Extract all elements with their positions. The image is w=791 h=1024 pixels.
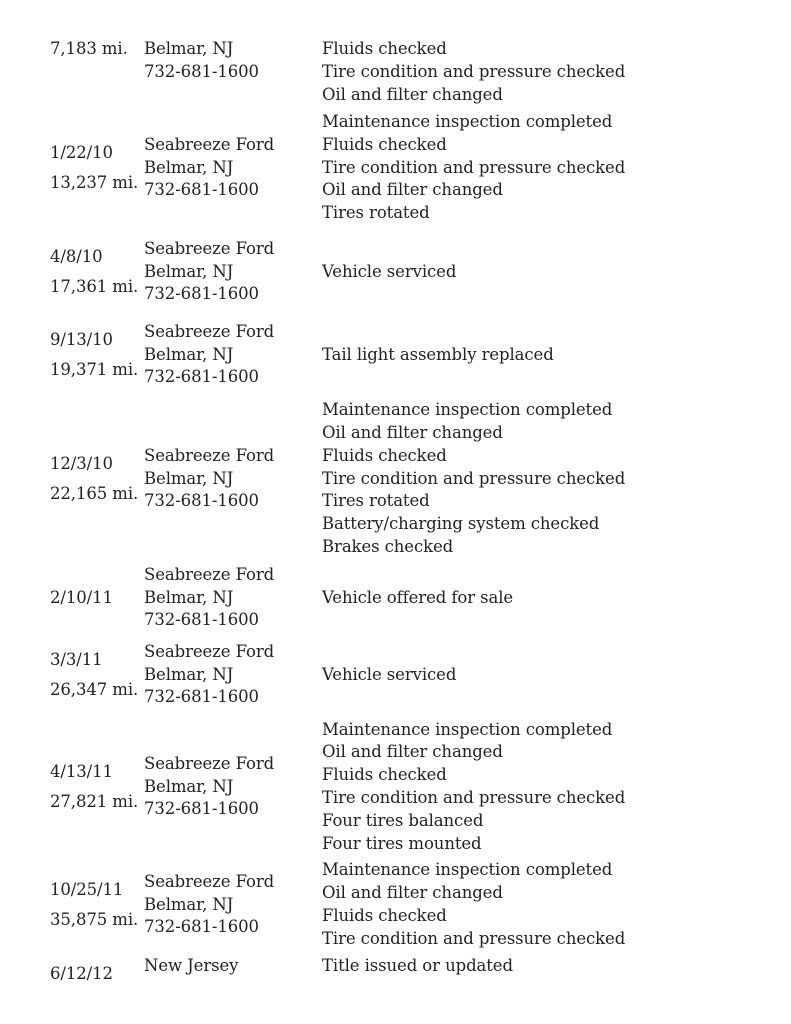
record-mileage: 22,165 mi. — [50, 484, 139, 503]
date-mileage-column — [50, 38, 140, 108]
source-name: Seabreeze Ford — [144, 321, 275, 341]
record-mileage: 35,875 mi. — [50, 910, 139, 929]
detail-line: Fluids checked — [322, 765, 447, 785]
source-column — [144, 717, 319, 857]
source-column — [144, 236, 319, 308]
source-location: Belmar, NJ — [144, 776, 234, 796]
detail-line: Tire condition and pressure checked — [322, 928, 626, 948]
details-column — [322, 398, 782, 560]
source-name: Seabreeze Ford — [144, 134, 275, 154]
source-name: Seabreeze Ford — [144, 753, 275, 773]
source-column — [144, 110, 319, 226]
record-mileage: 7,183 mi. — [50, 39, 128, 58]
date-mileage-column — [50, 717, 140, 857]
source-location: New Jersey — [144, 956, 239, 975]
source-name: Seabreeze Ford — [144, 445, 275, 465]
history-record — [0, 319, 791, 391]
record-date: 4/8/10 — [50, 247, 103, 266]
details-column — [322, 858, 782, 952]
detail-line: Battery/charging system checked — [322, 514, 600, 534]
source-location: Belmar, NJ — [144, 894, 234, 914]
record-mileage: 27,821 mi. — [50, 792, 139, 811]
record-date: 3/3/11 — [50, 650, 103, 669]
source-phone: 732-681-1600 — [144, 491, 259, 511]
detail-line: Tire condition and pressure checked — [322, 468, 626, 488]
record-mileage: 19,371 mi. — [50, 360, 139, 379]
date-mileage-column — [50, 236, 140, 308]
details-column — [322, 38, 782, 108]
source-location: Belmar, NJ — [144, 664, 234, 684]
source-column — [144, 562, 319, 634]
record-date: 6/12/12 — [50, 964, 113, 983]
date-mileage-column — [50, 110, 140, 226]
details-column — [322, 562, 782, 634]
detail-line: Tire condition and pressure checked — [322, 61, 626, 81]
details-column — [322, 110, 782, 226]
date-mileage-column — [50, 319, 140, 391]
detail-line: Brakes checked — [322, 536, 454, 556]
history-record — [0, 38, 791, 108]
detail-line: Maintenance inspection completed — [322, 112, 613, 131]
detail-line: Fluids checked — [322, 39, 447, 58]
source-phone: 732-681-1600 — [144, 687, 259, 707]
detail-line: Fluids checked — [322, 906, 447, 925]
source-name: Seabreeze Ford — [144, 564, 275, 584]
record-date: 12/3/10 — [50, 454, 113, 473]
record-mileage: 17,361 mi. — [50, 277, 139, 296]
source-name: Seabreeze Ford — [144, 871, 275, 891]
detail-line: Maintenance inspection completed — [322, 400, 613, 420]
source-location: Belmar, NJ — [144, 39, 234, 58]
record-date: 4/13/11 — [50, 762, 113, 781]
detail-line: Tire condition and pressure checked — [322, 157, 626, 177]
date-mileage-column — [50, 562, 140, 634]
details-column — [322, 319, 782, 391]
source-column — [144, 955, 319, 985]
source-column — [144, 858, 319, 952]
detail-line: Title issued or updated — [322, 956, 513, 975]
detail-line: Vehicle offered for sale — [322, 587, 514, 607]
detail-line: Four tires mounted — [322, 833, 482, 853]
record-mileage: 13,237 mi. — [50, 173, 139, 192]
source-location: Belmar, NJ — [144, 468, 234, 488]
detail-line: Tires rotated — [322, 203, 430, 223]
record-date: 2/10/11 — [50, 588, 113, 607]
detail-line: Oil and filter changed — [322, 742, 503, 762]
detail-line: Tires rotated — [322, 491, 430, 511]
detail-line: Fluids checked — [322, 134, 447, 154]
details-column — [322, 955, 782, 985]
source-column — [144, 319, 319, 391]
source-phone: 732-681-1600 — [144, 61, 259, 81]
detail-line: Tail light assembly replaced — [322, 344, 554, 364]
detail-line: Fluids checked — [322, 445, 447, 465]
history-record — [0, 955, 791, 985]
detail-line: Maintenance inspection completed — [322, 719, 613, 739]
record-date: 10/25/11 — [50, 880, 124, 899]
date-mileage-column — [50, 955, 140, 985]
source-location: Belmar, NJ — [144, 344, 234, 364]
detail-line: Vehicle serviced — [322, 261, 457, 281]
record-date: 9/13/10 — [50, 330, 113, 349]
date-mileage-column — [50, 858, 140, 952]
history-record — [0, 638, 791, 712]
record-mileage: 26,347 mi. — [50, 680, 139, 699]
source-phone: 732-681-1600 — [144, 610, 259, 630]
source-location: Belmar, NJ — [144, 587, 234, 607]
detail-line: Tire condition and pressure checked — [322, 788, 626, 807]
details-column — [322, 236, 782, 308]
source-location: Belmar, NJ — [144, 261, 234, 281]
history-record — [0, 717, 791, 857]
record-date: 1/22/10 — [50, 143, 113, 162]
source-phone: 732-681-1600 — [144, 284, 259, 304]
source-phone: 732-681-1600 — [144, 180, 259, 200]
source-phone: 732-681-1600 — [144, 917, 259, 937]
detail-line: Oil and filter changed — [322, 883, 503, 903]
history-record — [0, 110, 791, 226]
detail-line: Oil and filter changed — [322, 423, 503, 442]
detail-line: Four tires balanced — [322, 810, 484, 830]
detail-line: Oil and filter changed — [322, 180, 503, 200]
history-record — [0, 398, 791, 560]
source-column — [144, 38, 319, 108]
source-phone: 732-681-1600 — [144, 799, 259, 819]
history-record — [0, 236, 791, 308]
source-column — [144, 638, 319, 712]
source-name: Seabreeze Ford — [144, 238, 275, 258]
date-mileage-column — [50, 638, 140, 712]
source-column — [144, 398, 319, 560]
details-column — [322, 717, 782, 857]
detail-line: Oil and filter changed — [322, 84, 503, 104]
date-mileage-column — [50, 398, 140, 560]
details-column — [322, 638, 782, 712]
source-name: Seabreeze Ford — [144, 641, 275, 661]
source-phone: 732-681-1600 — [144, 367, 259, 387]
history-record — [0, 858, 791, 952]
detail-line: Maintenance inspection completed — [322, 860, 613, 880]
detail-line: Vehicle serviced — [322, 664, 457, 684]
source-location: Belmar, NJ — [144, 157, 234, 177]
history-record — [0, 562, 791, 634]
